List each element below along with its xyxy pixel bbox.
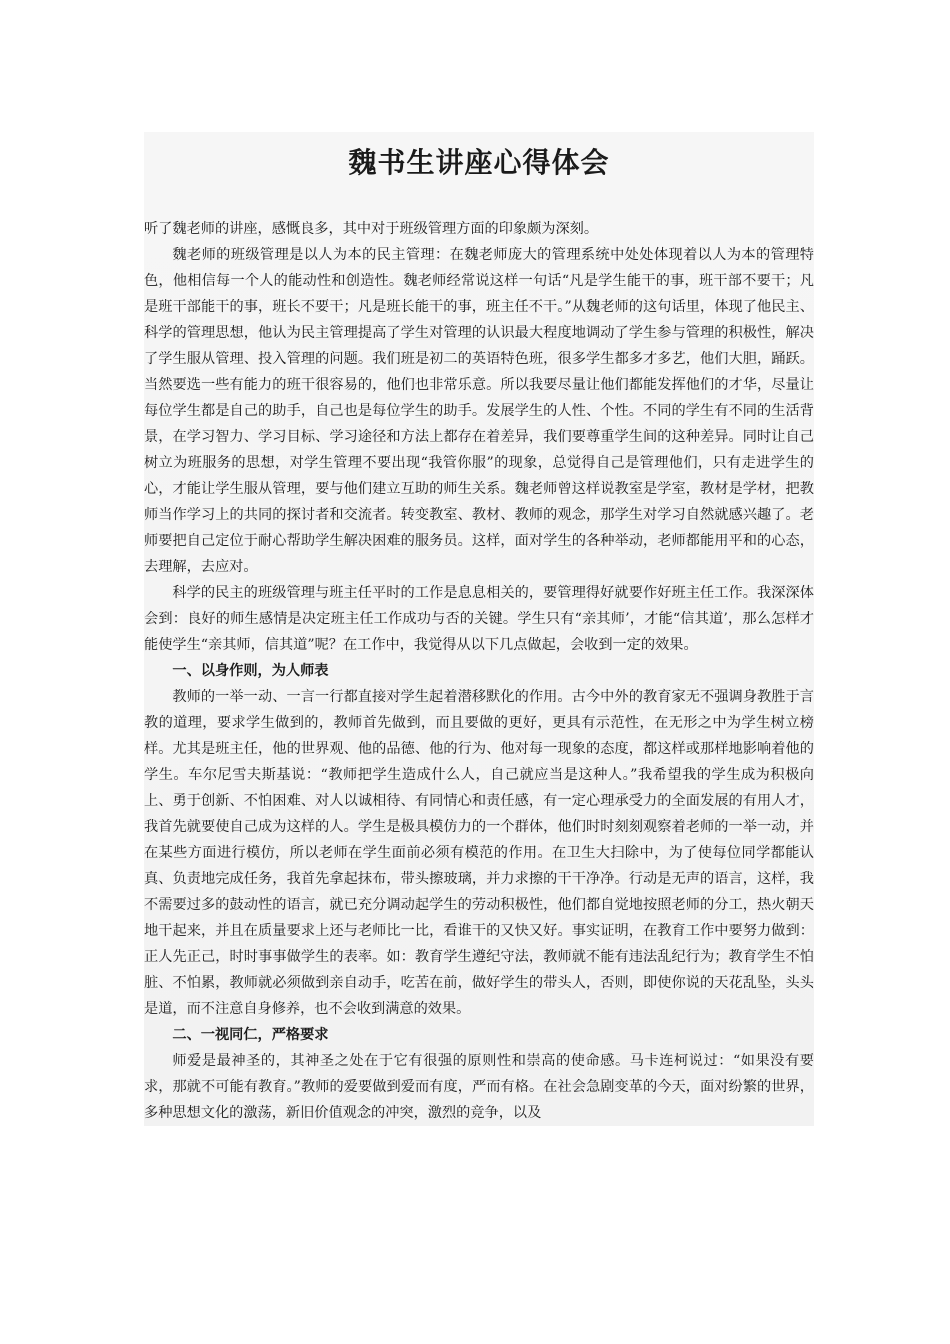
document-body <box>144 132 814 1126</box>
paragraph-teacher-relation: 科学的民主的班级管理与班主任平时的工作是息息相关的，要管理得好就要作好班主任工作。我深深体会到：良好的师生感情是决定班主任工作成功与否的关键。学生只有“亲其师’，才能“信其道’，那么怎样才能使学生“亲其师，信其道”呢？在工作中，我觉得从以下几点做起，会收到一定的效果。 <box>144 585 814 653</box>
section-paragraph-1: 教师的一举一动、一言一行都直接对学生起着潜移默化的作用。古今中外的教育家无不强调身教胜于言教的道理，要求学生做到的，教师首先做到，而且要做的更好，更具有示范性，在无形之中为学生树立榜样。尤其是班主任，他的世界观、他的品德、他的行为、他对每一现象的态度，都这样或那样地影响着他的学生。车尔尼雪夫斯基说：“教师把学生造成什么人，自己就应当是这种人。”我希望我的学生成为积极向上、勇于创新、不怕困难、对人以诚相待、有同情心和责任感，有一定心理承受力的全面发展的有用人才，我首先就要使自己成为这样的人。学生是极具模仿力的一个群体，他们时时刻刻观察着老师的一举一动，并在某些方面进行模仿，所以老师在学生面前必须有模范的作用。在卫生大扫除中，为了使每位同学都能认真、负责地完成任务，我首先拿起抹布，带头擦玻璃，并力求擦的干干净净。行动是无声的语言，这样，我不需要过多的鼓动性的语言，就已充分调动起学生的劳动积极性，他们都自觉地按照老师的分工，热火朝天地干起来，并且在质量要求上还与老师比一比，看谁干的又快又好。事实证明，在教育工作中要努力做到：正人先正己，时时事事做学生的表率。如：教育学生遵纪守法，教师就不能有违法乱纪行为；教育学生不怕脏、不怕累，教师就必须做到亲自动手，吃苦在前，做好学生的带头人，否则，即使你说的天花乱坠，头头是道，而不注意自身修养，也不会收到满意的效果。 <box>144 689 814 1017</box>
paragraph-intro: 听了魏老师的讲座，感慨良多，其中对于班级管理方面的印象颇为深刻。 <box>144 221 599 237</box>
section-heading-2: 二、一视同仁，严格要求 <box>172 1027 329 1043</box>
paragraph-management: 魏老师的班级管理是以人为本的民主管理：在魏老师庞大的管理系统中处处体现着以人为本的管理特色，他相信每一个人的能动性和创造性。魏老师经常说这样一句话“凡是学生能干的事，班干部不要干；凡是班干部能干的事，班长不要干；凡是班长能干的事，班主任不干。”从魏老师的这句话里，体现了他民主、科学的管理思想，他认为民主管理提高了学生对管理的认识最大程度地调动了学生参与管理的积极性，解决了学生服从管理、投入管理的问题。我们班是初二的英语特色班，很多学生都多才多艺，他们大胆，踊跃。当然要选一些有能力的班干很容易的，他们也非常乐意。所以我要尽量让他们都能发挥他们的才华，尽量让每位学生都是自己的助手，自己也是每位学生的助手。发展学生的人性、个性。不同的学生有不同的生活背景，在学习智力、学习目标、学习途径和方法上都存在着差异，我们要尊重学生间的这种差异。同时让自己树立为班服务的思想，对学生管理不要出现“我管你服”的现象，总觉得自己是管理他们，只有走进学生的心，才能让学生服从管理，要与他们建立互助的师生关系。魏老师曾这样说教室是学室，教材是学材，把教师当作学习上的共同的探讨者和交流者。转变教室、教材、教师的观念，那学生对学习自然就感兴趣了。老师要把自己定位于耐心帮助学生解决困难的服务员。这样，面对学生的各种举动，老师都能用平和的心态，去理解，去应对。 <box>144 247 814 575</box>
document-title: 魏书生讲座心得体会 <box>348 146 610 179</box>
section-paragraph-2: 师爱是最神圣的，其神圣之处在于它有很强的原则性和崇高的使命感。马卡连柯说过：“如果没有要求，那就不可能有教育。”教师的爱要做到爱而有度，严而有格。在社会急剧变革的今天，面对纷繁的世界，多种思想文化的激荡，新旧价值观念的冲突，激烈的竞争，以及 <box>144 1053 814 1121</box>
section-heading-1: 一、以身作则，为人师表 <box>172 663 329 679</box>
